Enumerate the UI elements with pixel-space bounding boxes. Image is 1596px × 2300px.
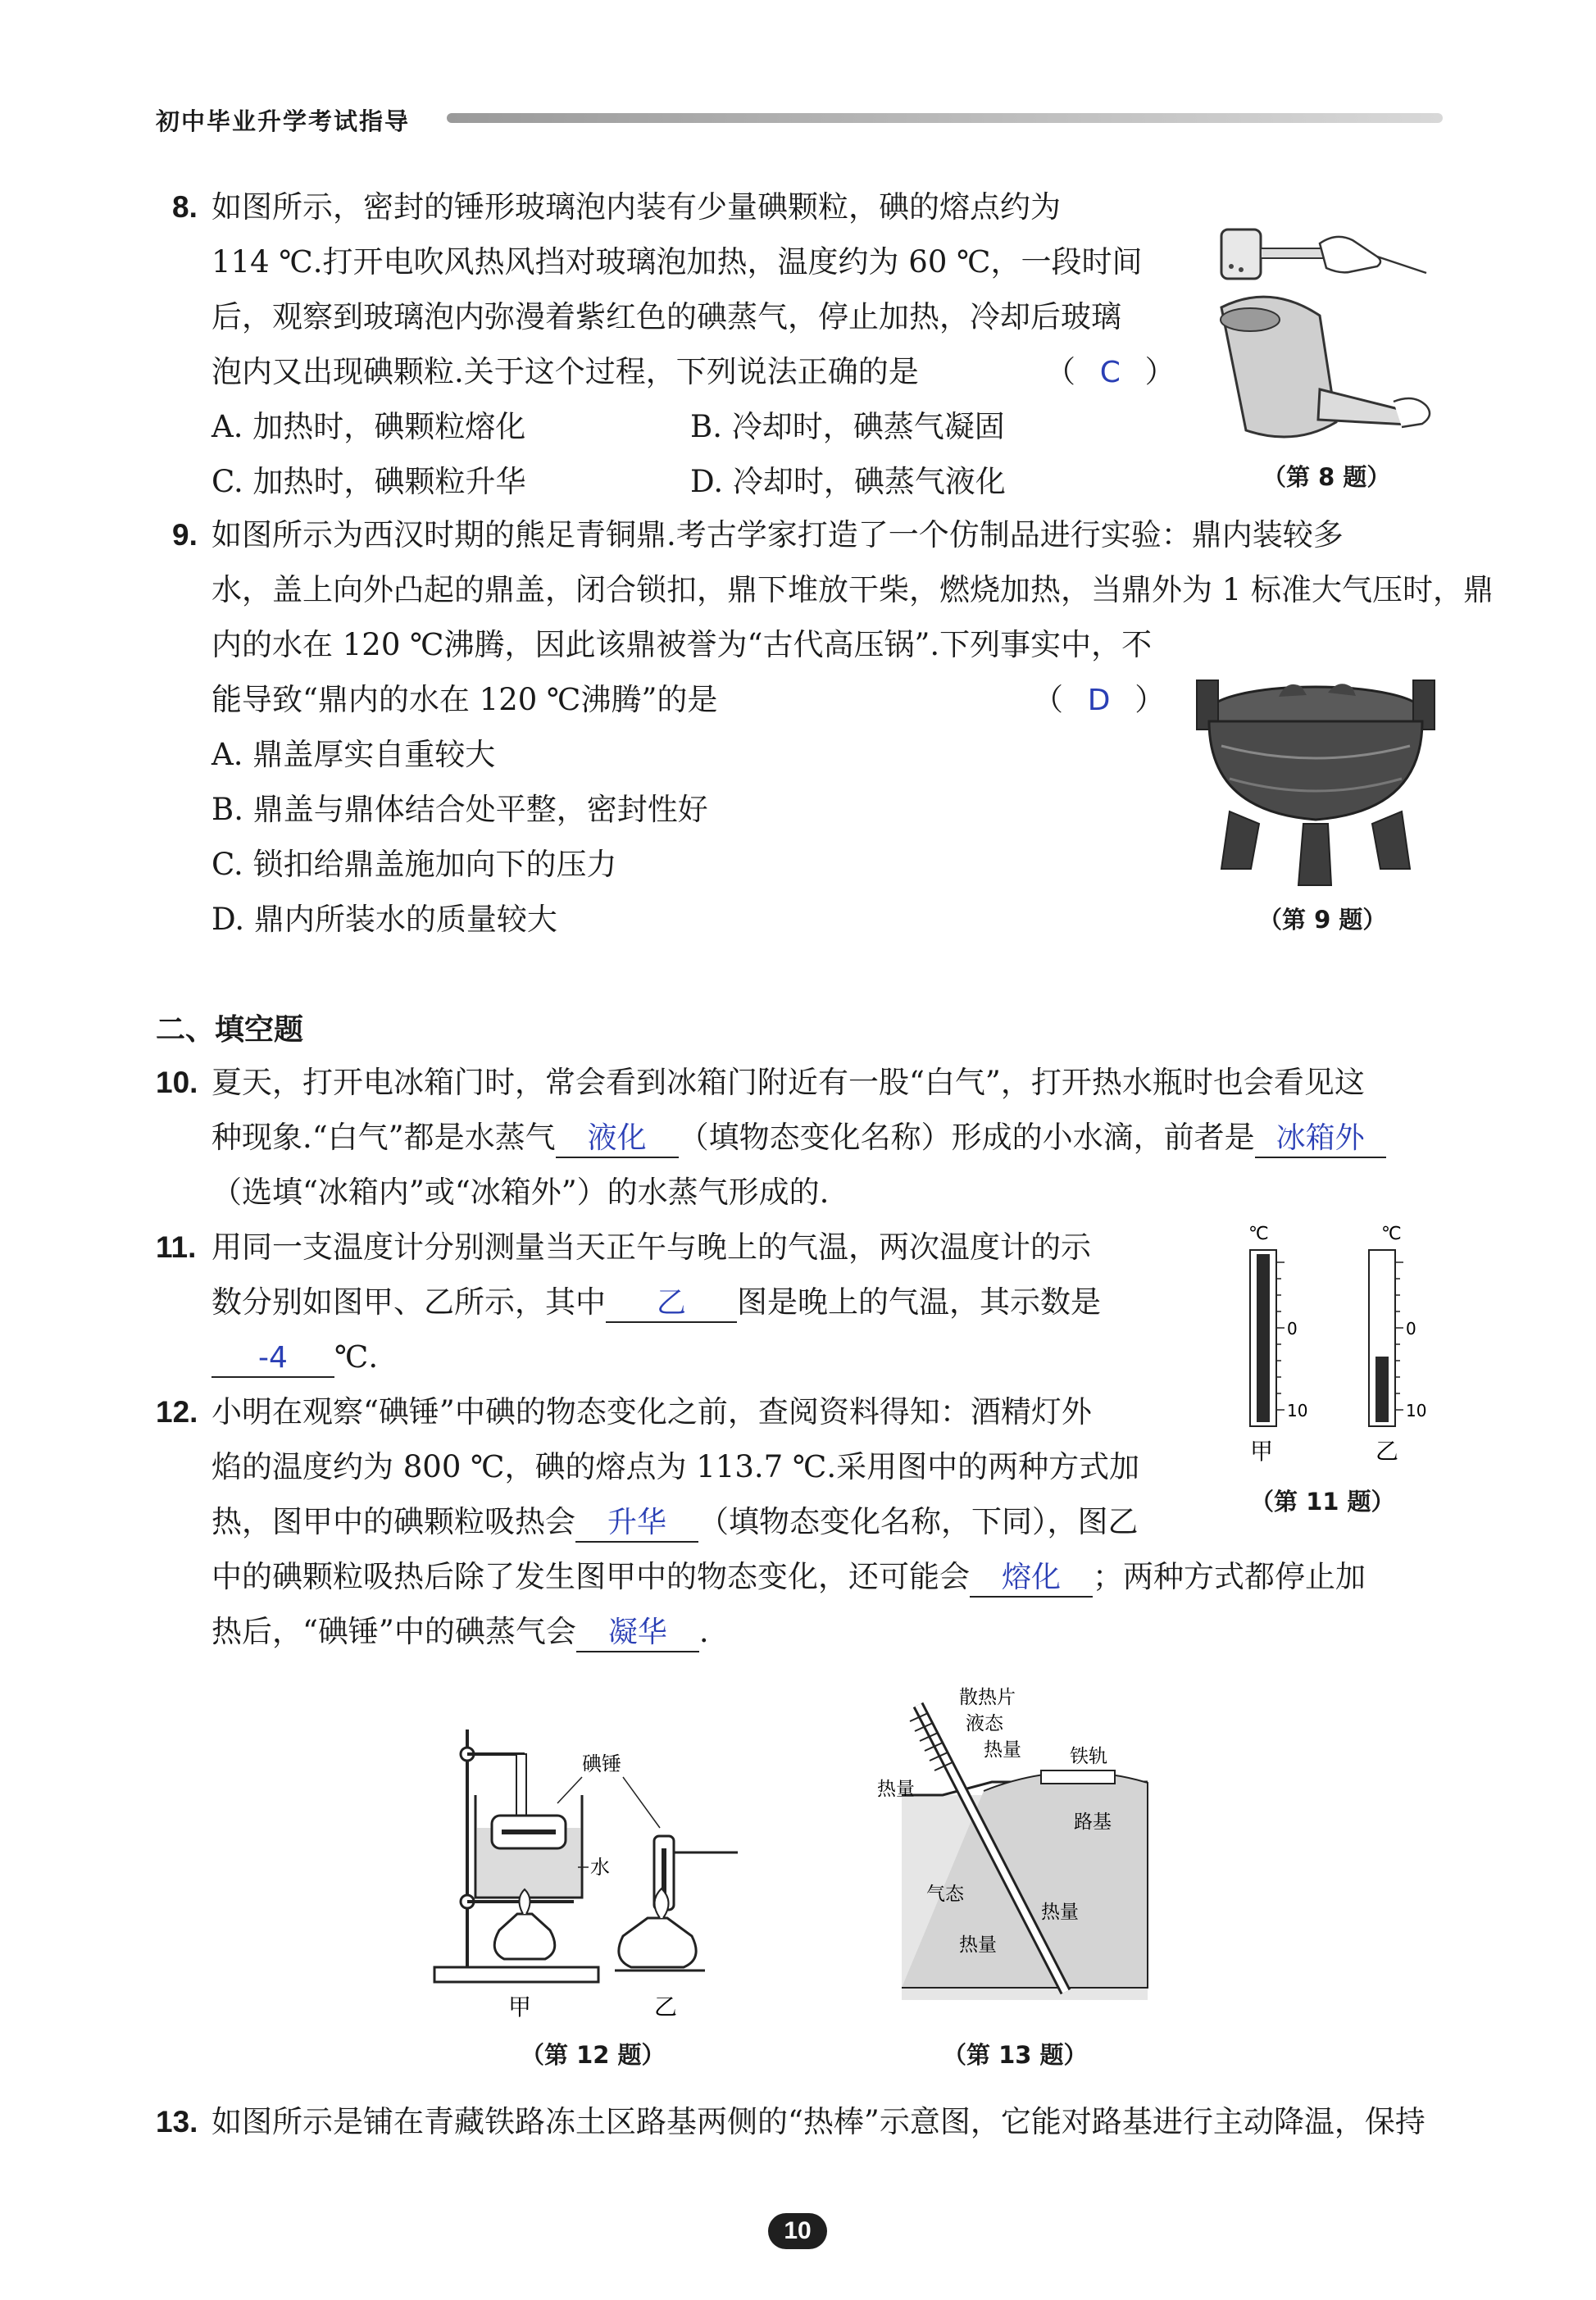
stand-base: [434, 1967, 598, 1982]
label-roadbed: 路基: [1074, 1811, 1112, 1833]
q8-option-a: A. 加热时，碘颗粒熔化: [211, 409, 526, 444]
label-gas: 气态: [926, 1884, 964, 1905]
q10-line-1: 夏天，打开电冰箱门时，常会看到冰箱门附近有一股“白气”，打开热水瓶时也会看见这: [211, 1065, 1365, 1100]
q8-option-d: D. 冷却时，碘蒸气液化: [690, 464, 1006, 499]
label-rail: 铁轨: [1070, 1746, 1107, 1767]
q9-option-d: D. 鼎内所装水的质量较大: [211, 902, 557, 937]
thermo-b-tick-10: 10: [1406, 1401, 1427, 1420]
label-heat-2: 热量: [877, 1779, 915, 1800]
ding-leg-right: [1372, 811, 1410, 869]
label-radiator: 散热片: [959, 1687, 1016, 1708]
label-a: 甲: [508, 1993, 532, 2020]
q12-caption: （第 12 题）: [521, 2041, 666, 2069]
q12-line-3-b: （填物态变化名称，下同），图乙: [698, 1504, 1139, 1539]
q12-line-5-a: 热后，“碘锤”中的碘蒸气会: [211, 1614, 576, 1649]
q9-option-c: C. 锁扣给鼎盖施加向下的压力: [211, 847, 617, 882]
q11-line-2-b: 图是晚上的气温，其示数是: [737, 1284, 1101, 1320]
q10-answer-2: 冰箱外: [1255, 1120, 1386, 1158]
q9-paren-close: ）: [1134, 682, 1166, 717]
q8-line-4: 泡内又出现碘颗粒.关于这个过程，下列说法正确的是: [211, 354, 919, 389]
q8-figure-hairdryer: [1205, 209, 1451, 455]
q8-option-c: C. 加热时，碘颗粒升华: [211, 464, 526, 499]
q8-answer-bracket: [1045, 345, 1175, 400]
page-number: 10: [768, 2213, 827, 2249]
q8-line-1: 如图所示，密封的锤形玻璃泡内装有少量碘颗粒，碘的熔点约为: [211, 189, 1061, 225]
q12-line-4: [211, 1550, 1366, 1604]
thermo-a-tick-0: 0: [1287, 1319, 1298, 1339]
q9-option-a: A. 鼎盖厚实自重较大: [211, 737, 496, 772]
section-title: 二、填空题: [156, 1013, 304, 1047]
q8-option-b: B. 冷却时，碘蒸气凝固: [690, 409, 1005, 444]
q11-line-2-a: 数分别如图甲、乙所示，其中: [211, 1284, 606, 1320]
q9-caption: （第 9 题）: [1258, 906, 1387, 934]
ding-leg-middle: [1298, 824, 1331, 885]
alcohol-lamp-b: [619, 1918, 696, 1967]
q11-caption: （第 11 题）: [1250, 1488, 1395, 1516]
thermo-b-unit: ℃: [1381, 1224, 1402, 1244]
q13-caption: （第 13 题）: [943, 2041, 1088, 2069]
thermo-a-tick-10: 10: [1287, 1401, 1308, 1420]
q8-line-2: 114 ℃.打开电吹风热风挡对玻璃泡加热，温度约为 60 ℃，一段时间: [211, 244, 1143, 280]
thermometer-b-liquid: [1375, 1357, 1389, 1422]
q11-answer-1: 乙: [606, 1285, 737, 1323]
ding-leg-left: [1221, 811, 1259, 869]
q10-line-2-b: （填物态变化名称）形成的小水滴，前者是: [678, 1120, 1255, 1155]
q8-line-3: 后，观察到玻璃泡内弥漫着紫红色的碘蒸气，停止加热，冷却后玻璃: [211, 299, 1121, 334]
q10-line-3: （选填“冰箱内”或“冰箱外”）的水蒸气形成的.: [211, 1175, 830, 1210]
q12-line-5: [211, 1605, 709, 1659]
q13-number: 13.: [156, 2105, 198, 2139]
q8-caption: （第 8 题）: [1262, 463, 1391, 491]
q11-line-3-b: ℃.: [334, 1339, 379, 1375]
q9-line-3: 内的水在 120 ℃沸腾，因此该鼎被誉为“古代高压锅”.下列事实中，不: [211, 627, 1153, 662]
q9-line-2: 水，盖上向外凸起的鼎盖，闭合锁扣，鼎下堆放干柴，燃烧加热，当鼎外为 1 标准大气压时，鼎: [211, 572, 1494, 607]
header-bar: [447, 113, 1443, 123]
q12-line-1: 小明在观察“碘锤”中碘的物态变化之前，查阅资料得知：酒精灯外: [211, 1394, 1092, 1430]
q9-answer: D: [1087, 684, 1111, 717]
thermo-label-a: 甲: [1250, 1438, 1274, 1465]
q8-number: 8.: [172, 190, 198, 224]
q11-number: 11.: [156, 1230, 197, 1264]
q9-option-b: B. 鼎盖与鼎体结合处平整，密封性好: [211, 792, 708, 827]
q9-answer-bracket: [1033, 673, 1165, 728]
q11-answer-2: -4: [211, 1340, 334, 1378]
q10-line-2-a: 种现象.“白气”都是水蒸气: [211, 1120, 556, 1155]
q9-figure-bronze-ding: [1180, 656, 1451, 893]
label-heat-4: 热量: [959, 1934, 997, 1956]
q10-answer-1: 液化: [556, 1120, 679, 1158]
q11-line-1: 用同一支温度计分别测量当天正午与晚上的气温，两次温度计的示: [211, 1230, 1091, 1265]
q12-line-5-b: .: [698, 1614, 709, 1649]
q9-number: 9.: [172, 518, 198, 552]
q12-line-4-a: 中的碘颗粒吸热后除了发生图甲中的物态变化，还可能会: [211, 1559, 970, 1594]
q11-line-3: [211, 1330, 378, 1384]
q11-figure-thermometers: [1209, 1221, 1455, 1467]
q12-figure-iodine-setup: [426, 1713, 771, 2025]
thermo-b-tick-0: 0: [1406, 1319, 1416, 1339]
q8-paren-open: （: [1045, 354, 1075, 389]
q13-line-1: 如图所示是铺在青藏铁路冻土区路基两侧的“热棒”示意图，它能对路基进行主动降温，保持: [211, 2104, 1425, 2139]
q9-line-4: 能导致“鼎内的水在 120 ℃沸腾”的是: [211, 682, 718, 717]
q13-figure-heat-pipe: [869, 1680, 1164, 2025]
q9-paren-open: （: [1033, 682, 1063, 717]
q10-number: 10.: [156, 1066, 198, 1099]
label-iodine-hammer: 碘锤: [582, 1752, 621, 1775]
q12-answer-2: 熔化: [970, 1560, 1093, 1598]
q12-line-3: [211, 1495, 1139, 1549]
q8-paren-close: ）: [1144, 354, 1175, 389]
thermo-a-unit: ℃: [1248, 1224, 1269, 1244]
thermometer-a-liquid: [1257, 1254, 1270, 1422]
label-water: 水: [590, 1856, 610, 1879]
q12-line-2: 焰的温度约为 800 ℃，碘的熔点为 113.7 ℃.采用图中的两种方式加: [211, 1449, 1140, 1484]
q12-number: 12.: [156, 1395, 198, 1429]
hand-1: [1320, 237, 1380, 273]
alcohol-lamp-a: [494, 1914, 555, 1959]
q8-answer: C: [1099, 356, 1121, 389]
label-liquid: 液态: [966, 1713, 1003, 1734]
rail: [1041, 1770, 1115, 1784]
q9-line-1: 如图所示为西汉时期的熊足青铜鼎.考古学家打造了一个仿制品进行实验：鼎内装较多: [211, 517, 1344, 552]
label-b: 乙: [654, 1993, 678, 2020]
ding-body: [1209, 721, 1422, 820]
q12-line-3-a: 热，图甲中的碘颗粒吸热会: [211, 1504, 575, 1539]
label-heat-3: 热量: [1041, 1902, 1079, 1923]
q12-answer-1: 升华: [575, 1505, 698, 1543]
q11-line-2: [211, 1275, 1101, 1330]
q10-line-2: [211, 1111, 1386, 1165]
q12-answer-3: 凝华: [576, 1615, 699, 1652]
header-title: 初中毕业升学考试指导: [156, 107, 411, 135]
q12-line-4-b: ；两种方式都停止加: [1093, 1559, 1366, 1594]
thermo-label-b: 乙: [1375, 1438, 1399, 1465]
label-heat-1: 热量: [984, 1739, 1021, 1761]
